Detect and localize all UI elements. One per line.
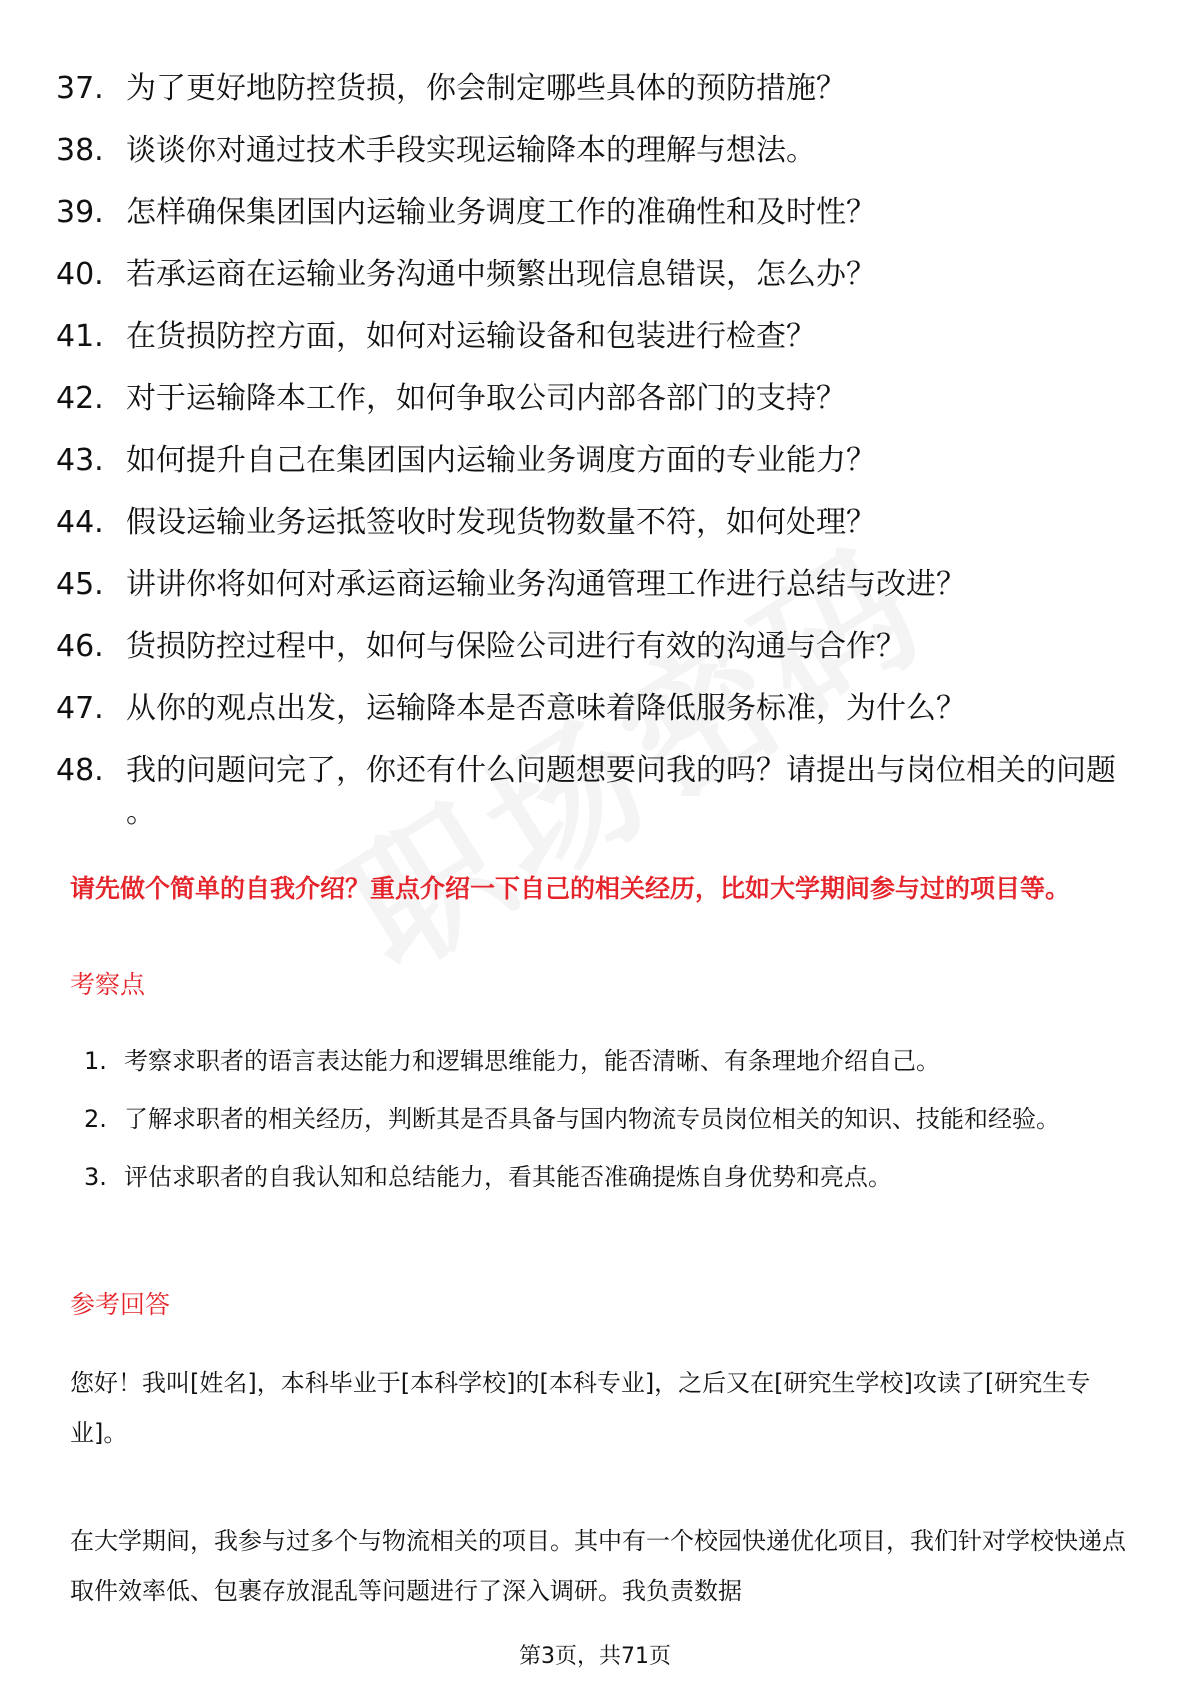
question-item [56, 564, 1126, 606]
question-item [56, 440, 1126, 482]
question-number: 45. [56, 567, 104, 602]
question-number: 42. [56, 381, 104, 416]
point-text: 评估求职者的自我认知和总结能力，看其能否准确提炼自身优势和亮点。 [124, 1163, 892, 1191]
section-label-assessment-points: 考察点 [70, 970, 146, 999]
question-item [56, 130, 1126, 172]
answer-paragraph: 在大学期间，我参与过多个与物流相关的项目。其中有一个校园快递优化项目，我们针对学校快递点取件效率低、包裹存放混乱等问题进行了深入调研。我负责数据 [70, 1527, 1126, 1605]
question-item [56, 750, 1126, 834]
point-text: 了解求职者的相关经历，判断其是否具备与国内物流专员岗位相关的知识、技能和经验。 [124, 1105, 1060, 1133]
question-item [56, 68, 1126, 110]
question-item [56, 254, 1126, 296]
question-text: 在货损防控方面，如何对运输设备和包装进行检查？ [126, 319, 816, 354]
featured-question-heading: 请先做个简单的自我介绍？重点介绍一下自己的相关经历，比如大学期间参与过的项目等。 [70, 874, 1071, 903]
question-item [56, 316, 1126, 358]
point-number: 1. [84, 1047, 107, 1075]
question-number: 48. [56, 753, 104, 788]
question-text: 假设运输业务运抵签收时发现货物数量不符，如何处理？ [126, 505, 876, 540]
question-number: 37. [56, 71, 104, 106]
question-number: 46. [56, 629, 104, 664]
section-label-reference-answer: 参考回答 [70, 1290, 171, 1319]
question-text: 谈谈你对通过技术手段实现运输降本的理解与想法。 [126, 133, 816, 168]
question-number: 41. [56, 319, 104, 354]
question-text: 我的问题问完了，你还有什么问题想要问我的吗？请提出与岗位相关的问题 。 [126, 753, 1116, 830]
assessment-point-item [84, 1036, 1114, 1086]
point-text: 考察求职者的语言表达能力和逻辑思维能力，能否清晰、有条理地介绍自己。 [124, 1047, 940, 1075]
question-number: 39. [56, 195, 104, 230]
question-number: 43. [56, 443, 104, 478]
question-text: 为了更好地防控货损，你会制定哪些具体的预防措施？ [126, 71, 846, 106]
assessment-point-list [84, 1036, 1114, 1210]
question-text: 货损防控过程中，如何与保险公司进行有效的沟通与合作？ [126, 629, 906, 664]
question-text: 怎样确保集团国内运输业务调度工作的准确性和及时性？ [126, 195, 876, 230]
question-number: 40. [56, 257, 104, 292]
question-number: 44. [56, 505, 104, 540]
question-text: 若承运商在运输业务沟通中频繁出现信息错误，怎么办？ [126, 257, 876, 292]
assessment-point-item [84, 1152, 1114, 1202]
question-item [56, 378, 1126, 420]
question-item [56, 626, 1126, 668]
point-number: 3. [84, 1163, 107, 1191]
question-number: 47. [56, 691, 104, 726]
point-number: 2. [84, 1105, 107, 1133]
question-item [56, 502, 1126, 544]
question-number: 38. [56, 133, 104, 168]
answer-paragraph: 您好！我叫[姓名]，本科毕业于[本科学校]的[本科专业]，之后又在[研究生学校]攻读了[研究生专业]。 [70, 1369, 1091, 1447]
assessment-point-item [84, 1094, 1114, 1144]
question-text: 从你的观点出发，运输降本是否意味着降低服务标准，为什么？ [126, 691, 966, 726]
question-item [56, 192, 1126, 234]
question-text: 讲讲你将如何对承运商运输业务沟通管理工作进行总结与改进？ [126, 567, 966, 602]
question-text: 如何提升自己在集团国内运输业务调度方面的专业能力？ [126, 443, 876, 478]
page-footer: 第3页，共71页 [519, 1644, 671, 1669]
question-text: 对于运输降本工作，如何争取公司内部各部门的支持？ [126, 381, 846, 416]
question-list [56, 68, 1126, 854]
question-item [56, 688, 1126, 730]
